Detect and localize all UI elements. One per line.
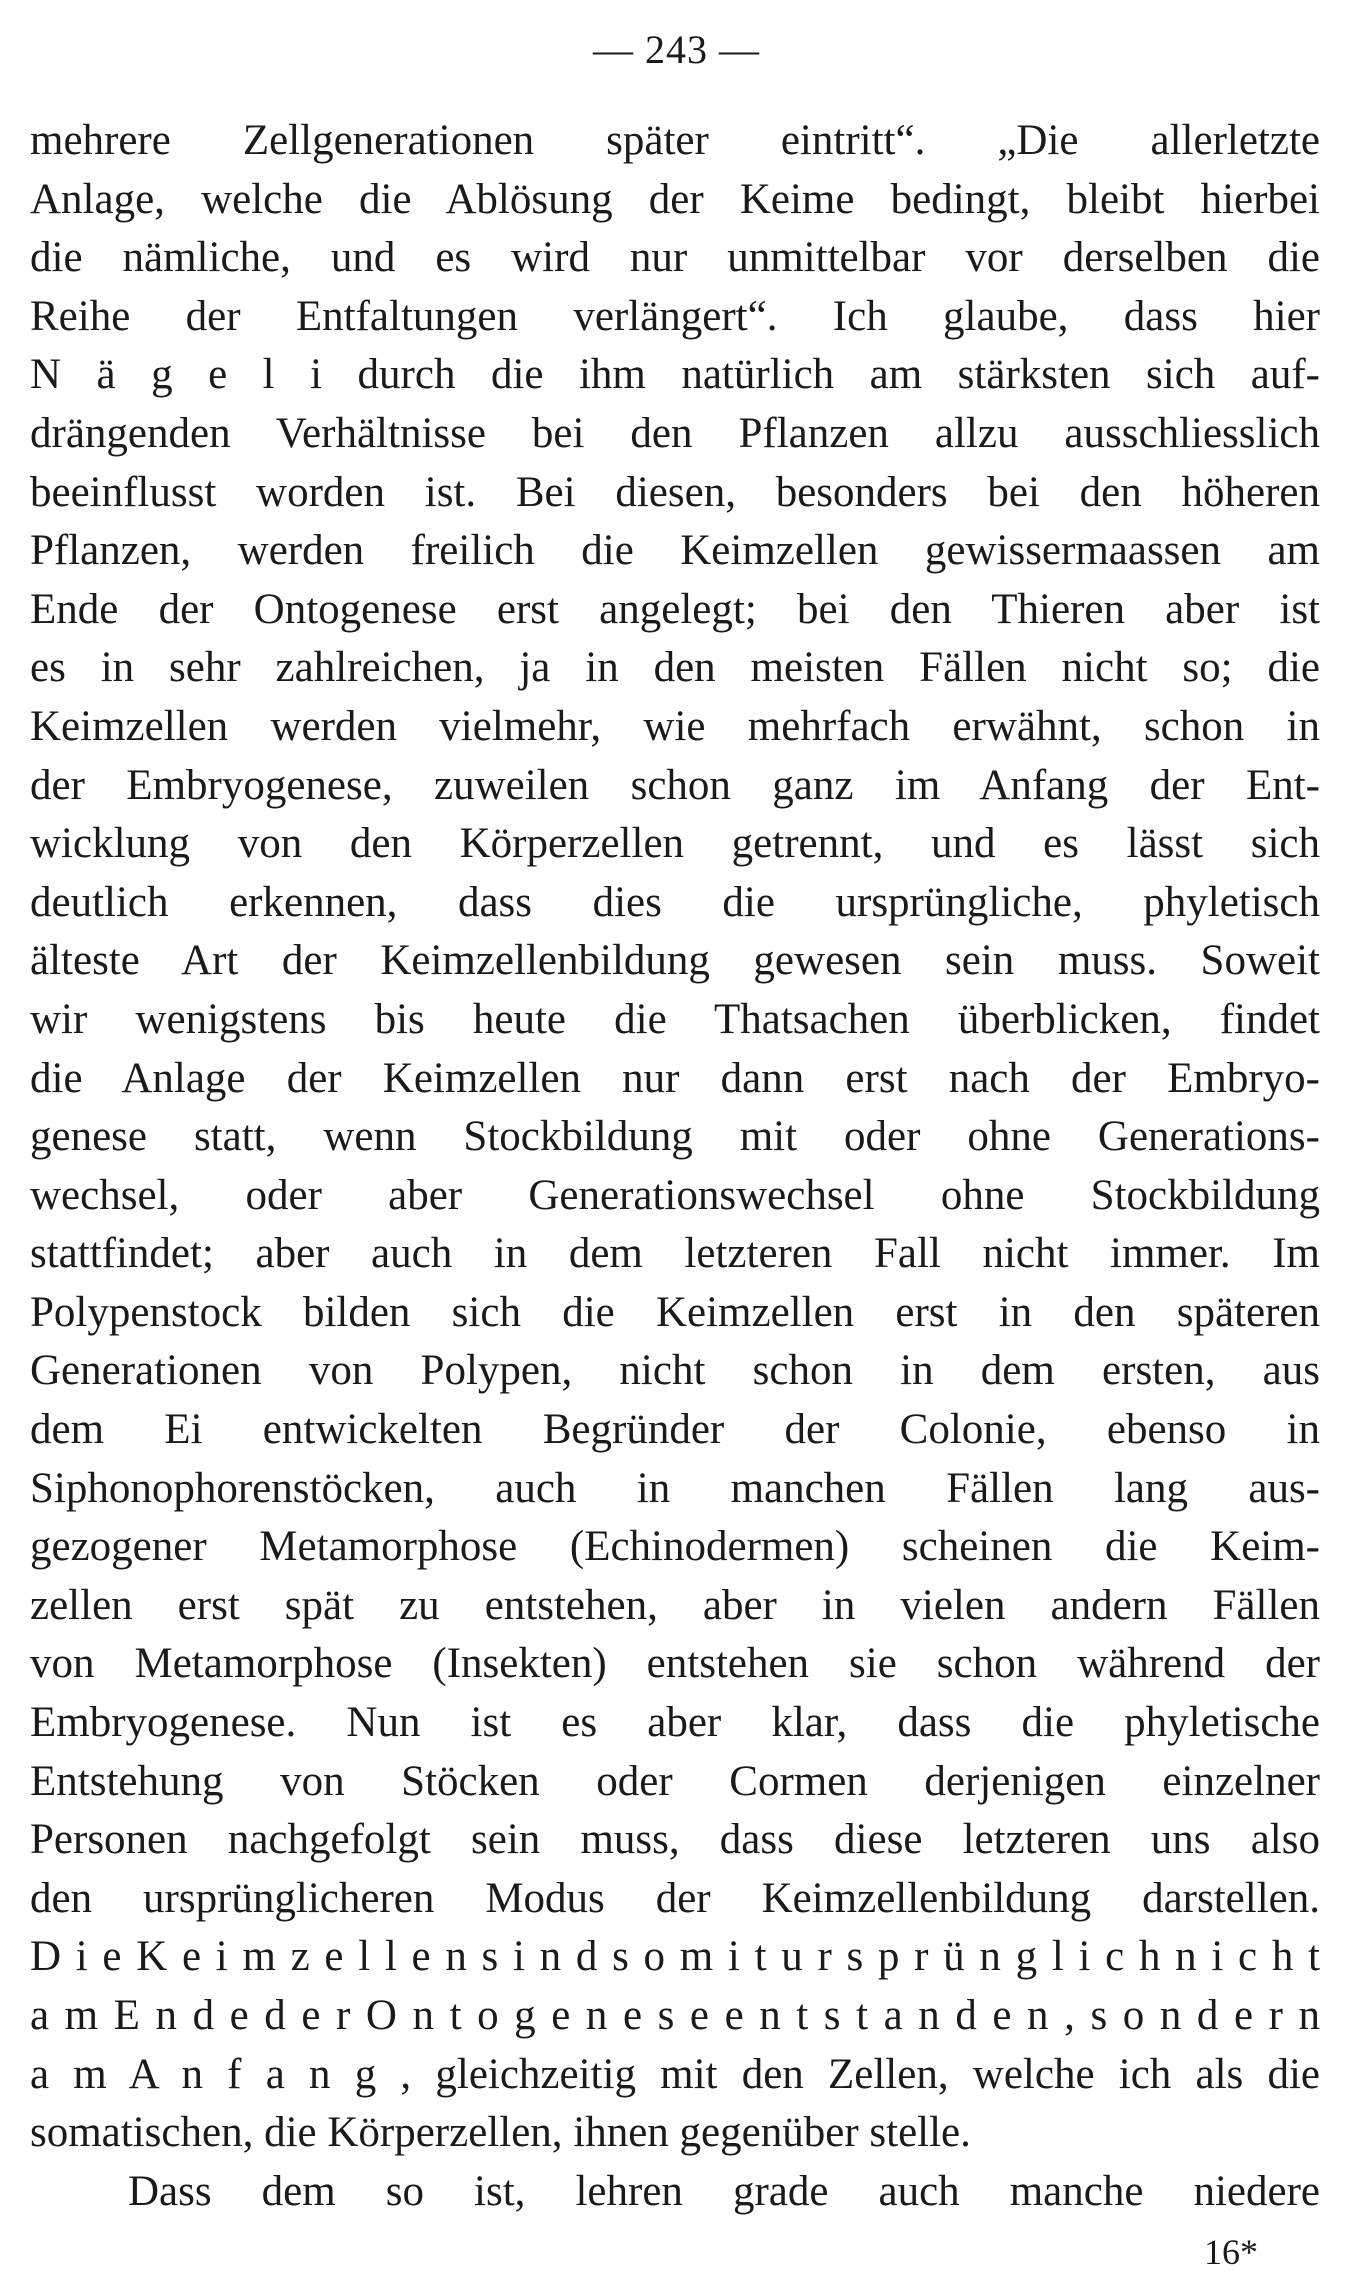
- text-line: Entstehung von Stöcken oder Cormen derjenigen einzelner: [30, 1757, 1320, 1805]
- text-line: wechsel, oder aber Generationswechsel ohne Stockbildung: [30, 1171, 1320, 1219]
- text-line: N ä g e l i durch die ihm natürlich am stärksten sich auf-: [30, 351, 1320, 399]
- text-line: beeinflusst worden ist. Bei diesen, besonders bei den höheren: [30, 468, 1320, 516]
- text-line: von Metamorphose (Insekten) entstehen sie schon während der: [30, 1640, 1320, 1688]
- text-line: Reihe der Entfaltungen verlängert“. Ich glaube, dass hier: [30, 292, 1320, 340]
- text-line: Personen nachgefolgt sein muss, dass diese letzteren uns also: [30, 1816, 1320, 1864]
- text-line: Embryogenese. Nun ist es aber klar, dass die phyletische: [30, 1699, 1320, 1747]
- text-line: den ursprünglicheren Modus der Keimzellenbildung darstellen.: [30, 1874, 1320, 1922]
- text-line: älteste Art der Keimzellenbildung gewesen sein muss. Soweit: [30, 937, 1320, 985]
- text-line: somatischen, die Körperzellen, ihnen gegenüber stelle.: [30, 2109, 971, 2157]
- text-line: Anlage, welche die Ablösung der Keime bedingt, bleibt hierbei: [30, 175, 1320, 223]
- text-line: Pflanzen, werden freilich die Keimzellen gewissermaassen am: [30, 527, 1320, 575]
- text-line: die nämliche, und es wird nur unmittelbar vor derselben die: [30, 234, 1320, 282]
- text-line: Polypenstock bilden sich die Keimzellen erst in den späteren: [30, 1288, 1320, 1336]
- text-line: Keimzellen werden vielmehr, wie mehrfach erwähnt, schon in: [30, 702, 1320, 750]
- text-line: Dass dem so ist, lehren grade auch manche niedere: [128, 2167, 1320, 2215]
- text-line: die Anlage der Keimzellen nur dann erst nach der Embryo-: [30, 1054, 1320, 1102]
- text-line: Generationen von Polypen, nicht schon in dem ersten, aus: [30, 1347, 1320, 1395]
- text-line: mehrere Zellgenerationen später eintritt“. „Die allerletzte: [30, 117, 1320, 164]
- text-line: dem Ei entwickelten Begründer der Colonie, ebenso in: [30, 1406, 1320, 1454]
- text-line: der Embryogenese, zuweilen schon ganz im Anfang der Ent-: [30, 761, 1320, 809]
- body-text: [30, 112, 1320, 2221]
- text-line: zellen erst spät zu entstehen, aber in vielen andern Fällen: [30, 1581, 1320, 1629]
- text-line: drängenden Verhältnisse bei den Pflanzen allzu ausschliesslich: [30, 409, 1320, 457]
- text-line: wicklung von den Körperzellen getrennt, und es lässt sich: [30, 820, 1320, 868]
- text-line: stattfindet; aber auch in dem letzteren Fall nicht immer. Im: [30, 1230, 1320, 1278]
- text-line: es in sehr zahlreichen, ja in den meisten Fällen nicht so; die: [30, 644, 1320, 692]
- text-line: deutlich erkennen, dass dies die ursprüngliche, phyletisch: [30, 878, 1320, 926]
- text-line: a m A n f a n g , gleichzeitig mit den Zellen, welche ich als die: [30, 2050, 1320, 2098]
- signature-mark: 16*: [1204, 2232, 1258, 2272]
- text-line: gezogener Metamorphose (Echinodermen) scheinen die Keim-: [30, 1523, 1320, 1571]
- page-number: — 243 —: [593, 27, 760, 72]
- text-line: Ende der Ontogenese erst angelegt; bei den Thieren aber ist: [30, 585, 1320, 633]
- text-line: wir wenigstens bis heute die Thatsachen überblicken, findet: [30, 995, 1320, 1043]
- text-line: genese statt, wenn Stockbildung mit oder ohne Generations-: [30, 1113, 1320, 1161]
- text-line: a m E n d e d e r O n t o g e n e s e e n t s t a n d e n , s o n d e r n: [30, 1992, 1320, 2039]
- text-line: D i e K e i m z e l l e n s i n d s o m i t u r s p r ü n g l i c h n i c h t: [30, 1933, 1320, 1981]
- text-line: Siphonophorenstöcken, auch in manchen Fällen lang aus-: [30, 1464, 1320, 1512]
